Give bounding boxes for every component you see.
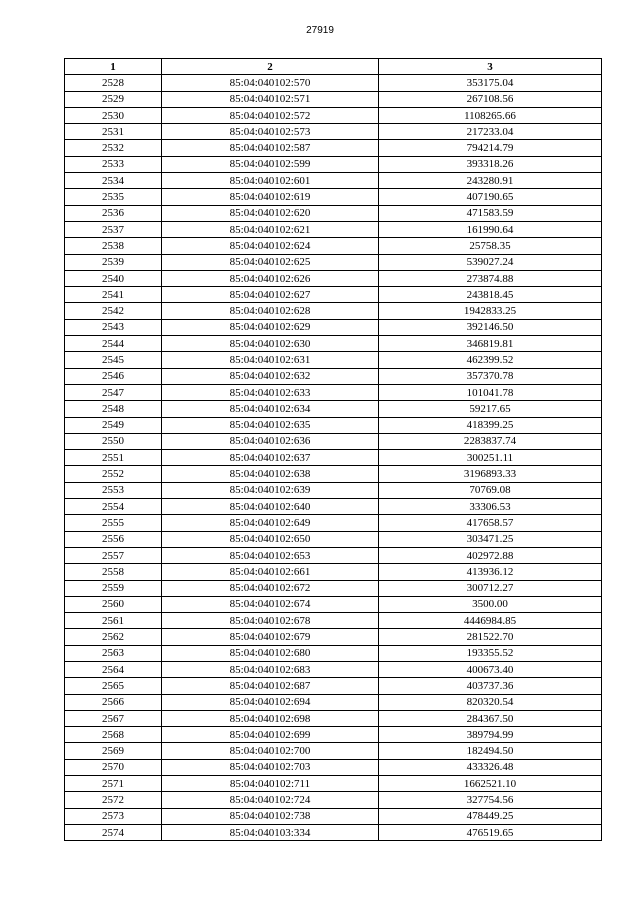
cadastral-number-cell: 85:04:040102:636 xyxy=(162,433,379,449)
row-number-cell: 2538 xyxy=(65,238,162,254)
value-cell: 101041.78 xyxy=(379,384,602,400)
cadastral-number-cell: 85:04:040102:629 xyxy=(162,319,379,335)
table-row xyxy=(65,287,602,303)
row-number-cell: 2567 xyxy=(65,710,162,726)
table-row xyxy=(65,547,602,563)
row-number-cell: 2570 xyxy=(65,759,162,775)
cadastral-number-cell: 85:04:040102:674 xyxy=(162,596,379,612)
cadastral-number-cell: 85:04:040102:672 xyxy=(162,580,379,596)
table-row xyxy=(65,124,602,140)
row-number-cell: 2564 xyxy=(65,661,162,677)
value-cell: 403737.36 xyxy=(379,678,602,694)
row-number-cell: 2533 xyxy=(65,156,162,172)
row-number-cell: 2529 xyxy=(65,91,162,107)
cadastral-number-cell: 85:04:040102:619 xyxy=(162,189,379,205)
cadastral-number-cell: 85:04:040102:571 xyxy=(162,91,379,107)
value-cell: 217233.04 xyxy=(379,124,602,140)
table-row xyxy=(65,156,602,172)
value-cell: 281522.70 xyxy=(379,629,602,645)
page-number: 27919 xyxy=(306,25,334,36)
table-row xyxy=(65,776,602,792)
value-cell: 433326.48 xyxy=(379,759,602,775)
table-row xyxy=(65,694,602,710)
table-row xyxy=(65,270,602,286)
row-number-cell: 2562 xyxy=(65,629,162,645)
value-cell: 1108265.66 xyxy=(379,107,602,123)
row-number-cell: 2536 xyxy=(65,205,162,221)
row-number-cell: 2540 xyxy=(65,270,162,286)
table-row xyxy=(65,433,602,449)
table-row xyxy=(65,759,602,775)
row-number-cell: 2532 xyxy=(65,140,162,156)
cadastral-number-cell: 85:04:040102:624 xyxy=(162,238,379,254)
row-number-cell: 2543 xyxy=(65,319,162,335)
table-row xyxy=(65,75,602,91)
cadastral-number-cell: 85:04:040102:699 xyxy=(162,727,379,743)
value-cell: 3196893.33 xyxy=(379,466,602,482)
cadastral-number-cell: 85:04:040102:638 xyxy=(162,466,379,482)
value-cell: 3500.00 xyxy=(379,596,602,612)
row-number-cell: 2556 xyxy=(65,531,162,547)
table-row xyxy=(65,727,602,743)
cadastral-number-cell: 85:04:040103:334 xyxy=(162,824,379,840)
cadastral-number-cell: 85:04:040102:679 xyxy=(162,629,379,645)
cadastral-number-cell: 85:04:040102:599 xyxy=(162,156,379,172)
cadastral-number-cell: 85:04:040102:601 xyxy=(162,173,379,189)
row-number-cell: 2534 xyxy=(65,173,162,189)
row-number-cell: 2547 xyxy=(65,384,162,400)
row-number-cell: 2544 xyxy=(65,336,162,352)
table-row xyxy=(65,515,602,531)
table-row xyxy=(65,564,602,580)
row-number-cell: 2569 xyxy=(65,743,162,759)
table-row xyxy=(65,205,602,221)
cadastral-number-cell: 85:04:040102:698 xyxy=(162,710,379,726)
value-cell: 59217.65 xyxy=(379,401,602,417)
value-cell: 2283837.74 xyxy=(379,433,602,449)
table-row xyxy=(65,417,602,433)
row-number-cell: 2552 xyxy=(65,466,162,482)
table-row xyxy=(65,254,602,270)
cadastral-number-cell: 85:04:040102:631 xyxy=(162,352,379,368)
table-row xyxy=(65,678,602,694)
table-row xyxy=(65,221,602,237)
row-number-cell: 2537 xyxy=(65,221,162,237)
row-number-cell: 2559 xyxy=(65,580,162,596)
cadastral-number-cell: 85:04:040102:572 xyxy=(162,107,379,123)
value-cell: 353175.04 xyxy=(379,75,602,91)
row-number-cell: 2551 xyxy=(65,450,162,466)
table-row xyxy=(65,384,602,400)
value-cell: 476519.65 xyxy=(379,824,602,840)
table-row xyxy=(65,792,602,808)
row-number-cell: 2566 xyxy=(65,694,162,710)
cadastral-number-cell: 85:04:040102:680 xyxy=(162,645,379,661)
cadastral-number-cell: 85:04:040102:637 xyxy=(162,450,379,466)
table-row xyxy=(65,629,602,645)
cadastral-number-cell: 85:04:040102:640 xyxy=(162,499,379,515)
cadastral-number-cell: 85:04:040102:724 xyxy=(162,792,379,808)
value-cell: 182494.50 xyxy=(379,743,602,759)
value-cell: 284367.50 xyxy=(379,710,602,726)
cadastral-number-cell: 85:04:040102:573 xyxy=(162,124,379,140)
cadastral-number-cell: 85:04:040102:639 xyxy=(162,482,379,498)
value-cell: 193355.52 xyxy=(379,645,602,661)
table-body xyxy=(65,75,602,841)
row-number-cell: 2553 xyxy=(65,482,162,498)
row-number-cell: 2558 xyxy=(65,564,162,580)
value-cell: 243818.45 xyxy=(379,287,602,303)
row-number-cell: 2557 xyxy=(65,547,162,563)
value-cell: 70769.08 xyxy=(379,482,602,498)
data-table xyxy=(64,58,602,841)
cadastral-number-cell: 85:04:040102:678 xyxy=(162,613,379,629)
value-cell: 243280.91 xyxy=(379,173,602,189)
value-cell: 346819.81 xyxy=(379,336,602,352)
cadastral-number-cell: 85:04:040102:661 xyxy=(162,564,379,580)
cadastral-number-cell: 85:04:040102:621 xyxy=(162,221,379,237)
cadastral-number-cell: 85:04:040102:653 xyxy=(162,547,379,563)
table-row xyxy=(65,808,602,824)
row-number-cell: 2550 xyxy=(65,433,162,449)
table-row xyxy=(65,580,602,596)
value-cell: 393318.26 xyxy=(379,156,602,172)
value-cell: 392146.50 xyxy=(379,319,602,335)
cadastral-number-cell: 85:04:040102:633 xyxy=(162,384,379,400)
cadastral-number-cell: 85:04:040102:587 xyxy=(162,140,379,156)
table-row xyxy=(65,173,602,189)
row-number-cell: 2539 xyxy=(65,254,162,270)
cadastral-number-cell: 85:04:040102:683 xyxy=(162,661,379,677)
value-cell: 478449.25 xyxy=(379,808,602,824)
row-number-cell: 2573 xyxy=(65,808,162,824)
table-row xyxy=(65,189,602,205)
table-row xyxy=(65,661,602,677)
value-cell: 1662521.10 xyxy=(379,776,602,792)
value-cell: 417658.57 xyxy=(379,515,602,531)
table-row xyxy=(65,140,602,156)
value-cell: 389794.99 xyxy=(379,727,602,743)
cadastral-number-cell: 85:04:040102:700 xyxy=(162,743,379,759)
cadastral-number-cell: 85:04:040102:570 xyxy=(162,75,379,91)
value-cell: 407190.65 xyxy=(379,189,602,205)
table-row xyxy=(65,482,602,498)
table-row xyxy=(65,710,602,726)
value-cell: 33306.53 xyxy=(379,499,602,515)
table-row xyxy=(65,743,602,759)
row-number-cell: 2542 xyxy=(65,303,162,319)
value-cell: 300251.11 xyxy=(379,450,602,466)
table-row xyxy=(65,613,602,629)
row-number-cell: 2554 xyxy=(65,499,162,515)
cadastral-number-cell: 85:04:040102:625 xyxy=(162,254,379,270)
table-row xyxy=(65,107,602,123)
value-cell: 303471.25 xyxy=(379,531,602,547)
cadastral-number-cell: 85:04:040102:630 xyxy=(162,336,379,352)
row-number-cell: 2555 xyxy=(65,515,162,531)
row-number-cell: 2549 xyxy=(65,417,162,433)
cadastral-number-cell: 85:04:040102:711 xyxy=(162,776,379,792)
cadastral-number-cell: 85:04:040102:634 xyxy=(162,401,379,417)
row-number-cell: 2530 xyxy=(65,107,162,123)
table-row xyxy=(65,336,602,352)
cadastral-number-cell: 85:04:040102:738 xyxy=(162,808,379,824)
value-cell: 400673.40 xyxy=(379,661,602,677)
row-number-cell: 2541 xyxy=(65,287,162,303)
value-cell: 1942833.25 xyxy=(379,303,602,319)
row-number-cell: 2563 xyxy=(65,645,162,661)
row-number-cell: 2546 xyxy=(65,368,162,384)
value-cell: 539027.24 xyxy=(379,254,602,270)
cadastral-number-cell: 85:04:040102:632 xyxy=(162,368,379,384)
cadastral-number-cell: 85:04:040102:627 xyxy=(162,287,379,303)
cadastral-number-cell: 85:04:040102:620 xyxy=(162,205,379,221)
value-cell: 413936.12 xyxy=(379,564,602,580)
table-row xyxy=(65,401,602,417)
row-number-cell: 2535 xyxy=(65,189,162,205)
table-row xyxy=(65,450,602,466)
row-number-cell: 2571 xyxy=(65,776,162,792)
row-number-cell: 2531 xyxy=(65,124,162,140)
table-row xyxy=(65,824,602,840)
table-row xyxy=(65,352,602,368)
cadastral-number-cell: 85:04:040102:649 xyxy=(162,515,379,531)
table-row xyxy=(65,596,602,612)
column-header-2: 2 xyxy=(162,59,379,75)
cadastral-number-cell: 85:04:040102:635 xyxy=(162,417,379,433)
value-cell: 402972.88 xyxy=(379,547,602,563)
table-row xyxy=(65,466,602,482)
value-cell: 267108.56 xyxy=(379,91,602,107)
value-cell: 4446984.85 xyxy=(379,613,602,629)
table-row xyxy=(65,91,602,107)
table-row xyxy=(65,368,602,384)
table-row xyxy=(65,499,602,515)
row-number-cell: 2561 xyxy=(65,613,162,629)
value-cell: 327754.56 xyxy=(379,792,602,808)
cadastral-number-cell: 85:04:040102:626 xyxy=(162,270,379,286)
table-row xyxy=(65,531,602,547)
row-number-cell: 2565 xyxy=(65,678,162,694)
table-row xyxy=(65,238,602,254)
value-cell: 161990.64 xyxy=(379,221,602,237)
table-row xyxy=(65,303,602,319)
cadastral-number-cell: 85:04:040102:650 xyxy=(162,531,379,547)
table-row xyxy=(65,645,602,661)
value-cell: 471583.59 xyxy=(379,205,602,221)
cadastral-number-cell: 85:04:040102:628 xyxy=(162,303,379,319)
row-number-cell: 2545 xyxy=(65,352,162,368)
value-cell: 273874.88 xyxy=(379,270,602,286)
column-header-1: 1 xyxy=(65,59,162,75)
column-header-3: 3 xyxy=(379,59,602,75)
value-cell: 794214.79 xyxy=(379,140,602,156)
cadastral-number-cell: 85:04:040102:694 xyxy=(162,694,379,710)
row-number-cell: 2574 xyxy=(65,824,162,840)
cadastral-number-cell: 85:04:040102:703 xyxy=(162,759,379,775)
row-number-cell: 2560 xyxy=(65,596,162,612)
value-cell: 357370.78 xyxy=(379,368,602,384)
row-number-cell: 2568 xyxy=(65,727,162,743)
cadastral-number-cell: 85:04:040102:687 xyxy=(162,678,379,694)
row-number-cell: 2572 xyxy=(65,792,162,808)
row-number-cell: 2528 xyxy=(65,75,162,91)
row-number-cell: 2548 xyxy=(65,401,162,417)
value-cell: 462399.52 xyxy=(379,352,602,368)
table-row xyxy=(65,319,602,335)
value-cell: 418399.25 xyxy=(379,417,602,433)
table-header-row xyxy=(65,59,602,75)
value-cell: 25758.35 xyxy=(379,238,602,254)
value-cell: 820320.54 xyxy=(379,694,602,710)
value-cell: 300712.27 xyxy=(379,580,602,596)
